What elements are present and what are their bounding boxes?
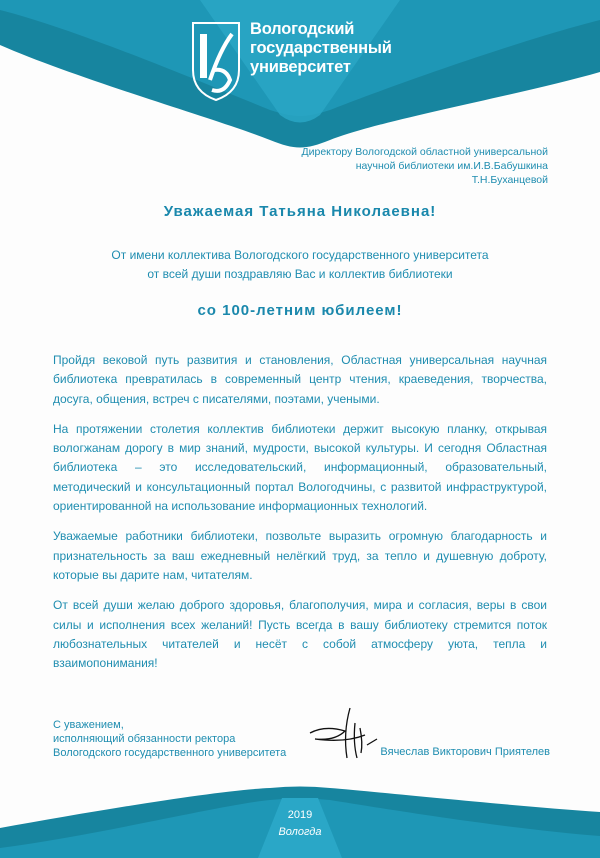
footer [0, 807, 600, 841]
addressee-line: Т.Н.Буханцевой [471, 174, 548, 186]
greeting: Уважаемая Татьяна Николаевна! [163, 203, 437, 220]
signature-line: Вологодского государственного университета [53, 747, 287, 759]
intro-line: от всей души поздравляю Вас и коллектив библиотеки [147, 267, 453, 281]
university-name-line: Вологодский [250, 20, 355, 38]
handwritten-signature [305, 703, 385, 763]
jubilee-heading: со 100-летним юбилеем! [197, 302, 403, 319]
intro [0, 246, 600, 284]
addressee-line: научной библиотеки им.И.В.Бабушкина [355, 160, 548, 172]
signature-block [53, 718, 286, 760]
intro-line: От имени коллектива Вологодского государственного университета [111, 248, 489, 262]
footer-city: Вологда [278, 826, 322, 838]
paragraph: От всей души желаю доброго здоровья, благополучия, мира и согласия, веры в свои силы и исполнения всех желаний! Пусть всегда в вашу библиотеку стремится поток любознательных читателей и несёт с собой атмосферу уюта, тепла и взаимопонимания! [53, 598, 547, 671]
signatory-name: Вячеслав Викторович Приятелев [380, 746, 550, 758]
footer-year: 2019 [287, 809, 313, 821]
university-name-line: государственный [250, 39, 392, 57]
signature-line: С уважением, [53, 719, 124, 731]
addressee [302, 145, 548, 187]
university-name-line: университет [250, 58, 351, 76]
addressee-line: Директору Вологодской областной универсальной [301, 146, 548, 158]
university-crest-icon [190, 20, 242, 102]
paragraph: Уважаемые работники библиотеки, позвольте выразить огромную благодарность и признательность за ваш ежедневный нелёгкий труд, за тепло и душевную доброту, которые вы дарите нам, читателям. [53, 529, 547, 582]
paragraph: Пройдя вековой путь развития и становления, Областная универсальная научная библиотека превратилась в современный центр чтения, краеведения, творчества, досуга, общения, встреч с писателями, поэтами, учеными. [53, 353, 547, 406]
university-logo [190, 20, 392, 102]
letter-body [53, 351, 547, 684]
paragraph: На протяжении столетия коллектив библиотеки держит высокую планку, открывая вологжанам дорогу в мир знаний, мудрости, высокой культуры. И сегодня Областная библиотека – это исследовательский, информационный, образовательный, методический и консультационный портал Вологодчины, с развитой инфраструктурой, ориентированной на использование информационных технологий. [53, 421, 547, 514]
signature-line: исполняющий обязанности ректора [53, 733, 236, 745]
